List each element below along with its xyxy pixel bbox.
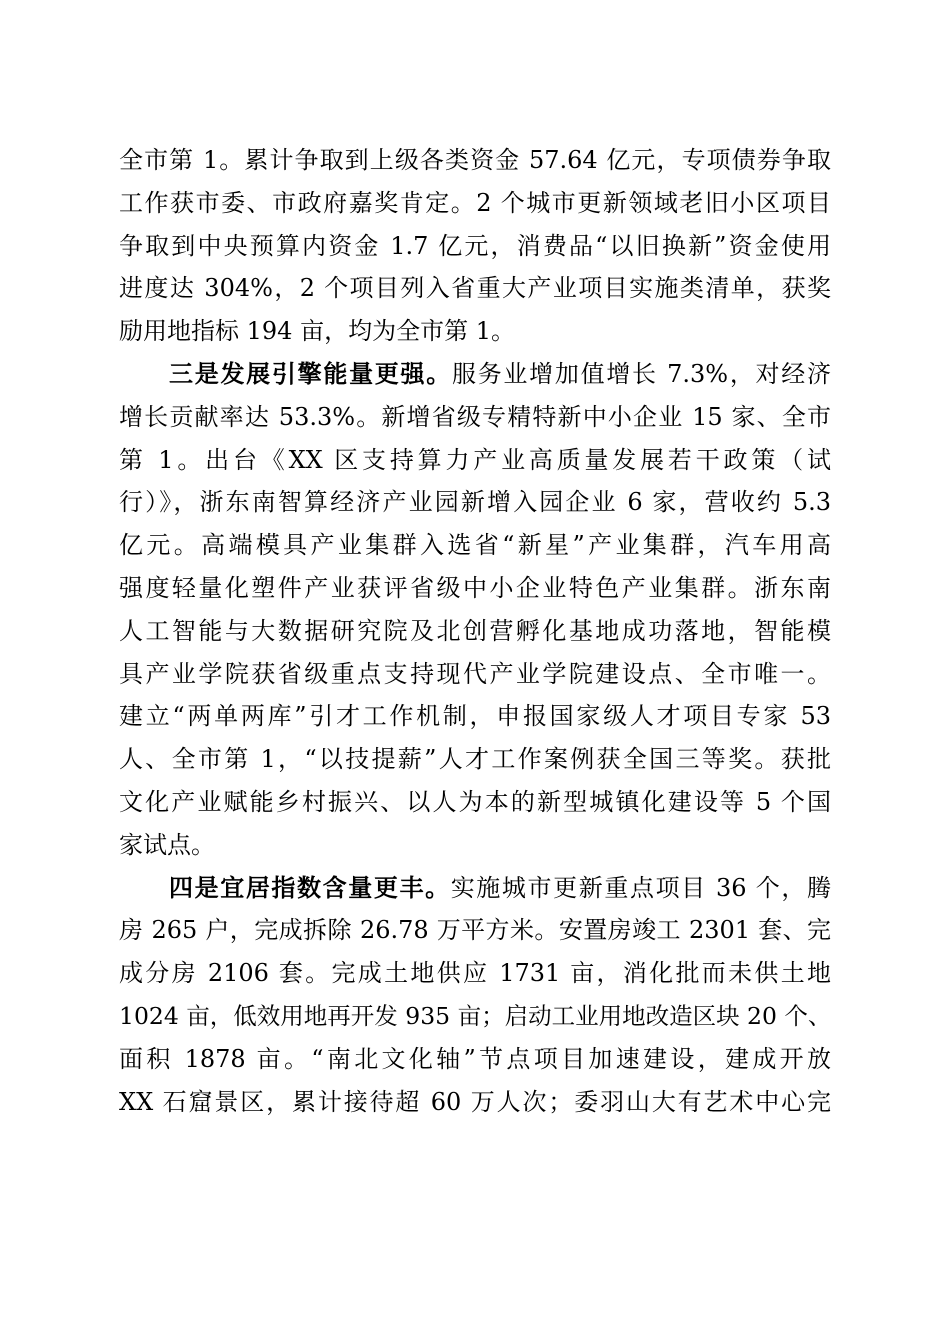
body-line: 面积 1878 亩。“南北文化轴”节点项目加速建设，建成开放 (119, 1044, 831, 1073)
body-line: 人、全市第 1，“以技提薪”人才工作案例获全国三等奖。获批 (119, 745, 831, 774)
body-line: XX 石窟景区，累计接待超 60 万人次；委羽山大有艺术中心完 (119, 1087, 831, 1116)
document-body (119, 139, 831, 1123)
body-line: 第 1。出台《XX 区支持算力产业高质量发展若干政策（试 (119, 445, 831, 474)
paragraph-heading: 三是发展引擎能量更强。 (169, 359, 452, 388)
body-line: 进度达 304%，2 个项目列入省重大产业项目实施类清单，获奖 (119, 274, 831, 303)
paragraph-first-line (119, 353, 831, 396)
body-line: 成分房 2106 套。完成土地供应 1731 亩，消化批而未供土地 (119, 959, 831, 988)
body-line: 励用地指标 194 亩，均为全市第 1。 (119, 317, 515, 346)
body-line: 家试点。 (119, 830, 215, 859)
body-line: 强度轻量化塑件产业获评省级中小企业特色产业集群。浙东南 (119, 573, 831, 602)
body-line: 房 265 户，完成拆除 26.78 万平方米。安置房竣工 2301 套、完 (119, 916, 831, 945)
body-line: 行）》，浙东南智算经济产业园新增入园企业 6 家，营收约 5.3 (119, 488, 831, 517)
paragraph-first-line-text: 实施城市更新重点项目 36 个，腾 (450, 873, 832, 902)
body-line: 亿元。高端模具产业集群入选省“新星”产业集群，汽车用高 (119, 531, 831, 560)
body-line: 增长贡献率达 53.3%。新增省级专精特新中小企业 15 家、全市 (119, 402, 831, 431)
body-line: 建立“两单两库”引才工作机制，申报国家级人才项目专家 53 (119, 702, 831, 731)
paragraph-heading: 四是宜居指数含量更丰。 (169, 873, 451, 902)
body-line: 具产业学院获省级重点支持现代产业学院建设点、全市唯一。 (119, 659, 831, 688)
body-line: 争取到中央预算内资金 1.7 亿元，消费品“以旧换新”资金使用 (119, 231, 831, 260)
body-line: 文化产业赋能乡村振兴、以人为本的新型城镇化建设等 5 个国 (119, 787, 831, 816)
body-line: 工作获市委、市政府嘉奖肯定。2 个城市更新领域老旧小区项目 (119, 188, 831, 217)
body-line: 全市第 1。累计争取到上级各类资金 57.64 亿元，专项债券争取 (119, 146, 831, 174)
paragraph-first-line-text: 服务业增加值增长 7.3%，对经济 (451, 359, 832, 388)
body-line: 1024 亩，低效用地再开发 935 亩；启动工业用地改造区块 20 个、 (119, 1001, 832, 1030)
body-line: 人工智能与大数据研究院及北创营孵化基地成功落地，智能模 (119, 616, 831, 645)
paragraph-first-line (119, 867, 831, 910)
